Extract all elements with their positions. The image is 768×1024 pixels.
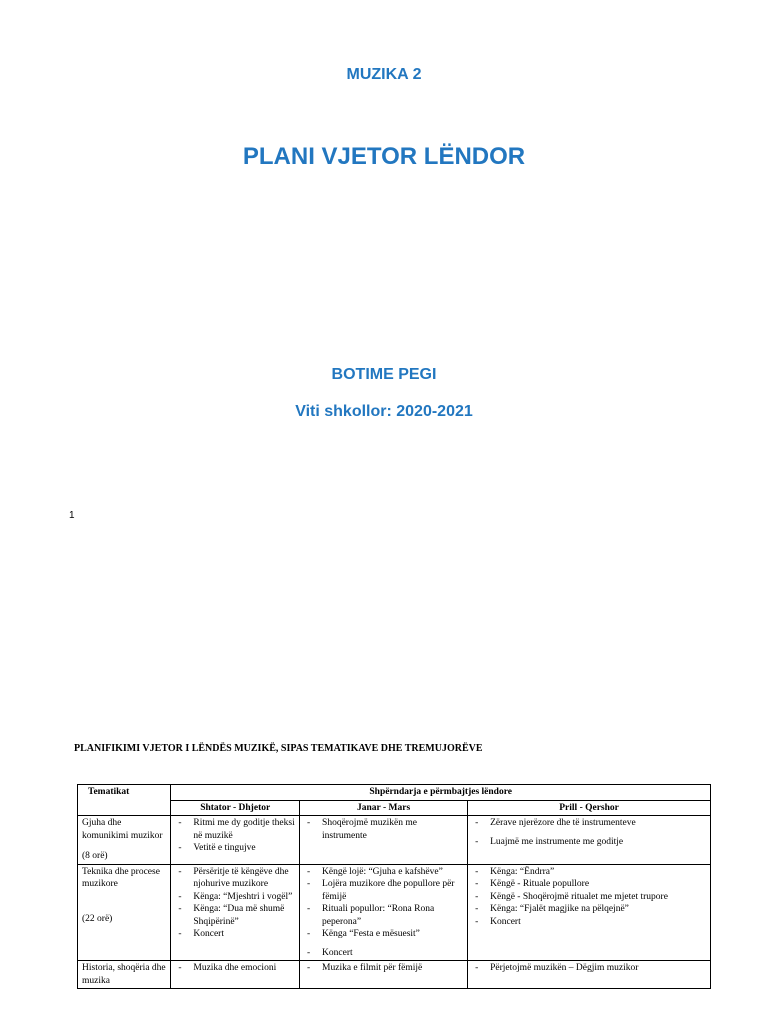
list-item: - Koncert: [472, 916, 706, 929]
plan-table-body: [78, 816, 711, 989]
theme-hours: (22 orë): [82, 913, 113, 924]
period-3-cell: [468, 961, 711, 989]
content-list: [175, 962, 295, 975]
period-2-cell: [300, 864, 468, 961]
table-row: [78, 961, 711, 989]
list-item: - Luajmë me instrumente me goditje: [472, 836, 706, 849]
period-3-cell: [468, 816, 711, 865]
content-list: [175, 866, 295, 941]
period-1-cell: [171, 961, 300, 989]
period-1-cell: [171, 864, 300, 961]
list-item: - Kënga: “Dua më shumë Shqipërinë”: [175, 903, 295, 928]
list-item: - Ritmi me dy goditje theksi në muzikë: [175, 817, 295, 842]
theme-cell: [78, 816, 171, 865]
list-item: - Shoqërojmë muzikën me instrumente: [304, 817, 463, 842]
header-period-1: Shtator - Dhjetor: [171, 800, 300, 816]
header-themes: Tematikat: [78, 785, 171, 816]
school-year: Viti shkollor: 2020-2021: [295, 403, 473, 420]
period-3-cell: [468, 864, 711, 961]
content-list: [472, 866, 706, 929]
content-list: [304, 866, 463, 960]
list-item: - Kënga: “Ëndrra”: [472, 866, 706, 879]
list-item: - Rituali popullor: “Rona Rona peperona”: [304, 903, 463, 928]
list-item: - Koncert: [175, 928, 295, 941]
period-2-cell: [300, 961, 468, 989]
list-item: - Këngë - Shoqërojmë ritualet me mjetet trupore: [472, 891, 706, 904]
list-item: - Vetitë e tingujve: [175, 842, 295, 855]
table-row: [78, 864, 711, 961]
theme-name: Gjuha dhe komunikimi muzikor: [82, 818, 163, 841]
header-distribution: Shpërndarja e përmbajtjes lëndore: [171, 785, 711, 801]
annual-plan-table: [77, 784, 711, 989]
theme-hours: (8 orë): [82, 851, 108, 861]
header-period-2: Janar - Mars: [300, 800, 468, 816]
list-item: - Koncert: [304, 947, 463, 960]
theme-name: Historia, shoqëria dhe muzika: [82, 963, 166, 986]
document-title: PLANI VJETOR LËNDOR: [242, 143, 526, 170]
list-item: - Kënga: “Fjalët magjike na pëlqejnë”: [472, 903, 706, 916]
theme-name: Teknika dhe procese muzikore: [82, 866, 160, 889]
table-row: [78, 816, 711, 865]
theme-cell: [78, 961, 171, 989]
list-item: - Këngë lojë: “Gjuha e kafshëve”: [304, 866, 463, 879]
content-list: [472, 817, 706, 848]
content-list: [304, 962, 463, 975]
header-period-3: Prill - Qershor: [468, 800, 711, 816]
page-number: 1: [69, 510, 75, 521]
list-item: - Zërave njerëzore dhe të instrumenteve: [472, 817, 706, 830]
content-list: [304, 817, 463, 842]
theme-cell: [78, 864, 171, 961]
list-item: - Përjetojmë muzikën – Dëgjim muzikor: [472, 962, 706, 975]
list-item: - Muzika e filmit për fëmijë: [304, 962, 463, 975]
content-list: [175, 817, 295, 855]
list-item: - Lojëra muzikore dhe popullore për fëmijë: [304, 878, 463, 903]
document-subject: MUZIKA 2: [346, 66, 422, 83]
list-item: - Kënga: “Mjeshtri i vogël”: [175, 891, 295, 904]
content-list: [472, 962, 706, 975]
period-1-cell: [171, 816, 300, 865]
period-2-cell: [300, 816, 468, 865]
publisher-name: BOTIME PEGI: [331, 366, 437, 383]
list-item: - Kënga “Festa e mësuesit”: [304, 928, 463, 941]
list-item: - Përsëritje të këngëve dhe njohurive muzikore: [175, 866, 295, 891]
list-item: - Muzika dhe emocioni: [175, 962, 295, 975]
list-item: - Këngë - Rituale popullore: [472, 878, 706, 891]
plan-heading: PLANIFIKIMI VJETOR I LËNDËS MUZIKË, SIPAS TEMATIKAVE DHE TREMUJORËVE: [74, 743, 483, 754]
